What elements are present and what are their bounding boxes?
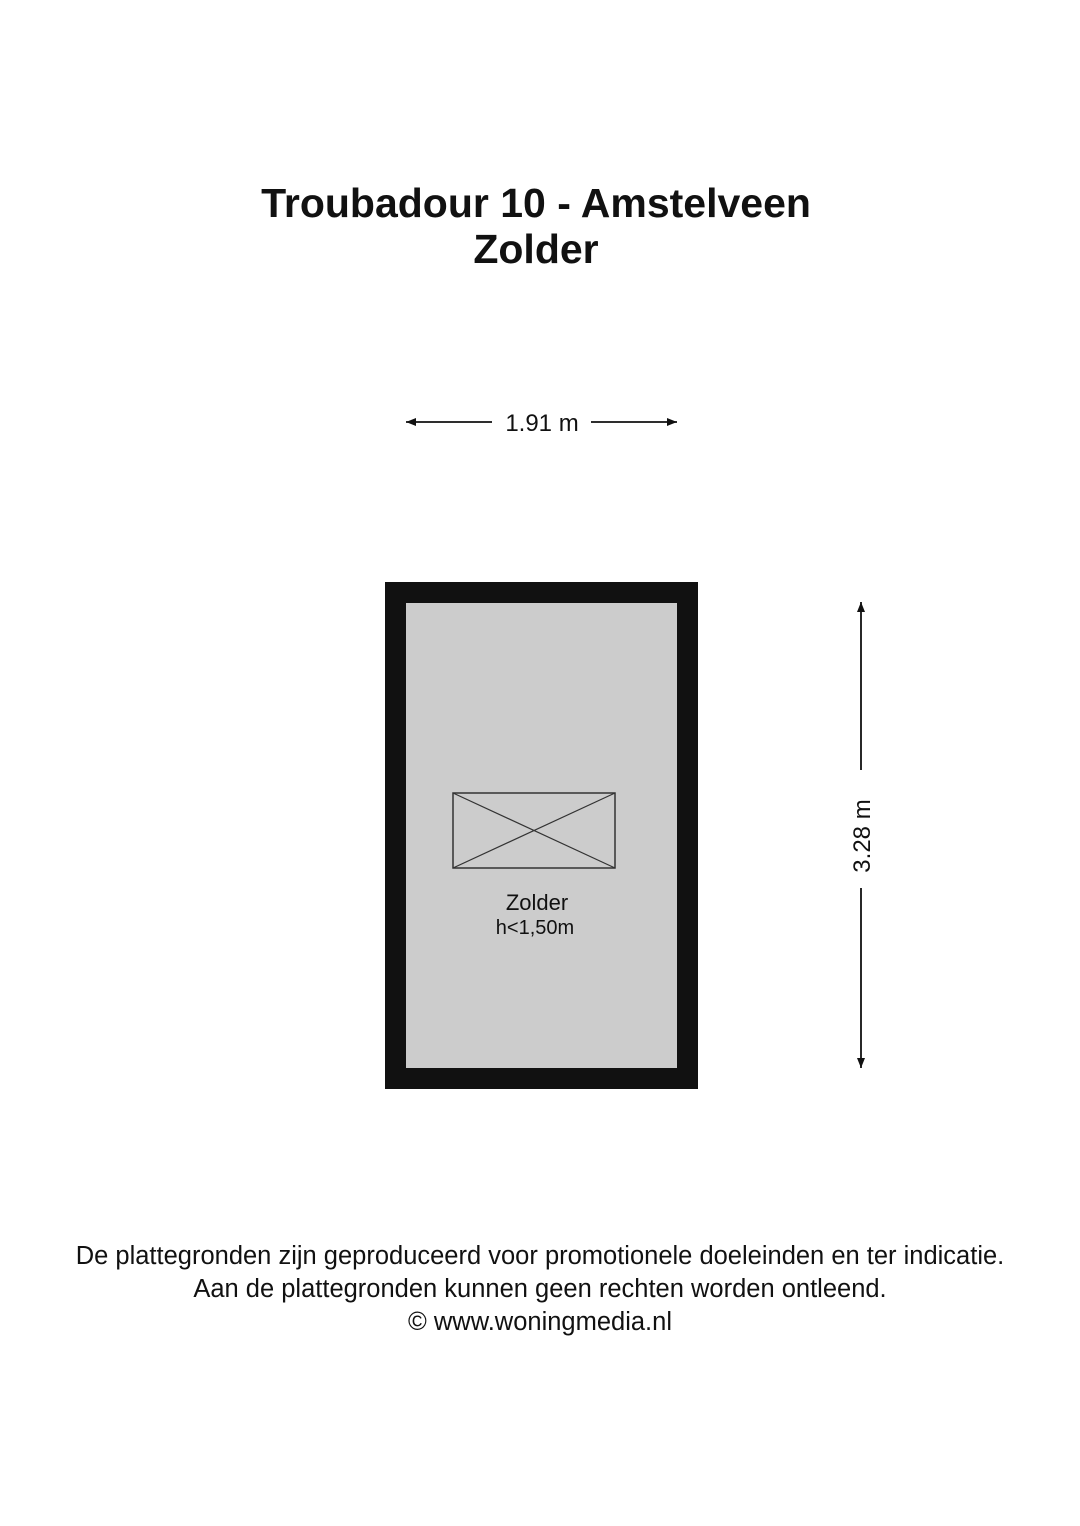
width-label: 1.91 m bbox=[505, 410, 579, 437]
room-height-label: h<1,50m bbox=[495, 917, 575, 939]
property-address-title: Troubadour 10 - Amstelveen bbox=[261, 180, 811, 226]
disclaimer-line-2: Aan de plattegronden kunnen geen rechten worden ontleend. bbox=[193, 1275, 887, 1303]
room-name-label: Zolder bbox=[505, 890, 569, 915]
width-dimension bbox=[406, 410, 677, 437]
room-zolder bbox=[385, 582, 698, 1089]
room-floor bbox=[406, 603, 677, 1068]
disclaimer bbox=[0, 1240, 1080, 1339]
depth-dimension bbox=[849, 602, 876, 1068]
depth-label: 3.28 m bbox=[849, 799, 876, 873]
floor-name-title: Zolder bbox=[473, 226, 599, 272]
disclaimer-line-1: De plattegronden zijn geproduceerd voor promotionele doeleinden en ter indicatie. bbox=[75, 1242, 1005, 1270]
copyright-line: © www.woningmedia.nl bbox=[408, 1308, 672, 1336]
